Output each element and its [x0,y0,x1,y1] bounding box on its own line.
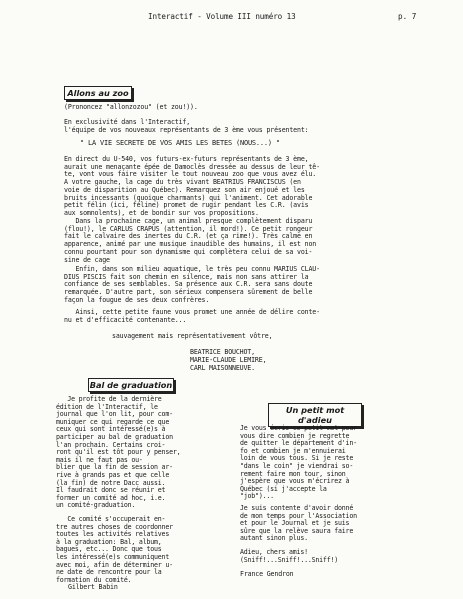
zoo-paragraph-2: Dans la prochaine cage, un animal presque complètement disparu (flou!), le CARLUS CRAPUS (attention, il mord!). Ce petit rongeur fait le calvaire des inertes du C.R. (et ça rime!). Très calme en apparence, animé par une musique inaudible des humains, il est non connu pourtant pour son dynamisme qui complètera celui de sa voi- sine de cage [64,217,317,264]
adieu-paragraph-2: Je suis contente d'avoir donné de mon temps pour l'Association et pour le Journal et je suis sûre que la relève saura faire autant sinon plus. [240,504,357,543]
article-title-adieu: Un petit mot d'adieu [268,403,362,427]
bal-signature: Gilbert Babin [68,583,118,591]
zoo-intro: En exclusivité dans l'Interactif, l'équipe de vos nouveaux représentants de 3 ème vous présentent: [64,118,309,134]
zoo-closing: sauvagement mais représentativement vôtre, [112,332,273,340]
adieu-signature: France Gendron [240,570,294,578]
zoo-subtitle: " LA VIE SECRETE DE VOS AMIS LES BETES (NOUS...) " [80,139,280,147]
zoo-signature-1: BEATRICE BOUCHOT, [190,348,255,356]
zoo-pronounce: (Prononcez "allonzozou" (et zou!)). [64,103,198,111]
article-title-bal: Bal de graduation [89,380,173,390]
zoo-signature-3: CARL MAISONNEUVE. [190,364,255,372]
bal-paragraph-2: Ce comité s'occuperait en- tre autres choses de coordonner toutes les activités relatives à la graduation: Bal, album, bagues, etc... Donc que tous les intéressé(e)s communiquent avec moi, afin de déterminer u- ne date de rencontre pour la formation du comité. [56,515,173,584]
adieu-paragraph-1: Je vous écris ce petit mot pour vous dire combien je regrette de quitter le département d'in- fo et combien je m'ennuierai loin de vous tous. Si je reste "dans le coin" je viendrai so- rement faire mon tour, sinon j'espère que vous m'écrirez à Québec (si j'accepte la "job")... [240,424,357,501]
bal-paragraph-1: Je profite de la dernière édition de l'Interactif, le journal que l'on lit, pour com- muniquer ce qui regarde ce que ceux qui sont intéressé(e)s à participer au bal de graduation l'an prochain. Certains croi- ront qu'il est tôt pour y penser, mais il ne faut pas ou- blier que la fin de session ar- rive à grands pas et que celle (la fin) de notre Dacc aussi. Il faudrait donc se réunir et former un comité ad hoc, i.e. un comité-graduation. [56,395,181,510]
zoo-paragraph-1: En direct du U-540, vos futurs-ex-futurs représentants de 3 ème, aurait une menaçante épée de Damoclès dressée au dessus de leur tê- te, vont vous faire visiter le tout nouveau zoo que vous avez élu. A votre gauche, la cage du très vivant BEATRIUS FRANCISCUS (en voie de disparition au Québec). Remarquez son air enjoué et les bruits incessants (quoique charmants) qui l'animent. Cet adorable petit félin (ici, féline) promet de rugir pendant les C.R. (avis aux somnolents), et de bondir sur vos propositions. [64,155,320,217]
zoo-paragraph-3: Enfin, dans son milieu aquatique, le très peu connu MARIUS CLAU- DIUS PISCIS fait son chemin en silence, mais non sans attirer la confiance de ses semblables. Sa présence aux C.R. sera sans doute remarquée. D'autre part, son sérieux compensera sûrement de belle façon la fougue de ses deux confrères. [64,265,320,304]
zoo-paragraph-4: Ainsi, cette petite faune vous promet une année de délire conte- nu et d'efficacité contenante... [64,308,320,324]
page-number: p. 7 [398,12,417,21]
article-title-zoo: Allons au zoo [64,86,132,100]
adieu-paragraph-3: Adieu, chers amis! (Sniff!...Sniff!...Sniff!) [240,548,339,564]
page-header-title: Interactif - Volume III numéro 13 [148,12,296,21]
zoo-signature-2: MARIE-CLAUDE LEMIRE, [190,356,267,364]
